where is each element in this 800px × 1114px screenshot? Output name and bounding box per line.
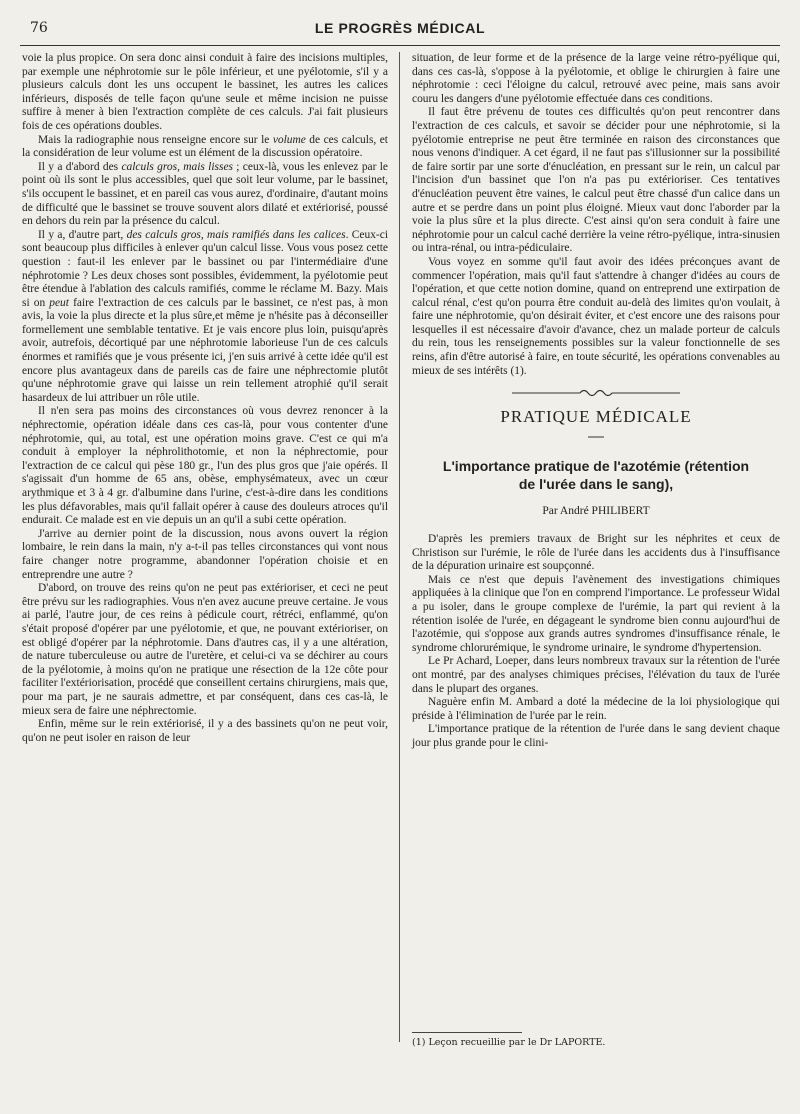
italic-text: peut (49, 296, 69, 309)
paragraph (22, 161, 388, 229)
left-column (22, 52, 388, 745)
page-number: 76 (30, 20, 48, 36)
paragraph (22, 229, 388, 406)
section-title: PRATIQUE MÉDICALE (500, 407, 692, 427)
paragraph: Enfin, même sur le rein extériorisé, il y a des bassinets qu'on ne peut voir, qu'on ne peut isoler en raison de leur (22, 718, 388, 744)
article-title-line: de l'urée dans le sang), (518, 476, 674, 493)
article-title-line: L'importance pratique de l'azotémie (rétention (442, 458, 750, 475)
text-run: faire l'extraction de ces calculs par le bassinet, ce n'est pas, à mon avis, la voie la plus directe et la plus sûre,et même je n'hésite pas à déconseiller formellement une semblable tentative. Et je vais encore plus loin, puisqu'après avoir, autrefois, décortiqué par une néphrotomie laborieuse l'un de ces calculs énormes et ramifiés que je vous présente ici, j'en suis arrivé à cette idée qu'il est encore plus avantageux dans de pareils cas de faire une néphrectomie plutôt qu'une néphrotomie grave qui laisse un rein tellement atrophié qu'il serait hasardeux de lui attribuer un rôle utile. (22, 296, 388, 404)
paragraph: situation, de leur forme et de la présence de la large veine rétro-pyélique qui, dans ces cas-là, s'oppose à la pyélotomie, et oblige le chirurgien à faire une néphrotomie : ceci l'éloigne du calcul, retrouvé avec peine, mais sans avoir couru les dangers d'une pyélotomie effectuée dans ces conditions. (412, 52, 780, 105)
footnote-text: . (602, 1037, 606, 1048)
paragraph: D'abord, on trouve des reins qu'on ne peut pas extérioriser, et ceci ne peut être prévu sur les radiographies. Vous n'en avez aucune preuve certaine. Je vous ai parlé, l'autre jour, de ces reins à pédicule court, rétréci, enflammé, qu'on s'était proposé d'opérer par une pyélotomie, et que, ne pouvant extérioriser, on est obligé d'opérer par la néphrotomie. Dans d'autres cas, il y a une altération, de nature tuberculeuse ou autre de l'uretère, et celui-ci va se déchirer au cours de la pyélotomie, à moins qu'on ne pratique une résection de la 12e côte pour faciliter l'extériorisation, procédé que conseillent certains chirurgiens, mais que, pour ma part, je ne saurais admettre, et par conséquent, dans ces cas-là, le mieux sera de faire une néphrectomie. (22, 582, 388, 717)
italic-text: calculs gros, mais lisses (121, 160, 233, 173)
right-column (412, 52, 780, 751)
text-run: ; ceux-là, vous les enlevez par le point où ils sont le plus accessibles, quel que soit leur volume, par le bassinet, s'ils occupent le bassinet, et en pareil cas vous aurez, d'ordinaire, d'autant moins de difficulté que le bassinet se trouve souvent alors dilaté et extériorisé, poussé en dehors du rein par la présence du calcul. (22, 160, 388, 228)
text-run: Il y a d'abord des (38, 160, 122, 173)
journal-title: LE PROGRÈS MÉDICAL (314, 20, 486, 36)
text-run: Mais la radiographie nous renseigne encore sur le (38, 133, 273, 146)
italic-text: volume (272, 133, 306, 146)
paragraph: voie la plus propice. On sera donc ainsi conduit à faire des incisions multiples, par exemple une néphrotomie sur le pôle inférieur, et une pyélotomie, s'il y a plusieurs calculs dont les uns occupent le bassinet, les autres les calices inférieurs, disposés de telle façon qu'une seule et même incision ne puisse suffire à mener à bien l'extraction complète de ces calculs. J'ai fait plusieurs fois de ces opérations doubles. (22, 52, 388, 132)
column-divider (399, 52, 400, 1042)
paragraph: D'après les premiers travaux de Bright sur les néphrites et ceux de Christison sur l'urémie, le rôle de l'urée dans les accidents dus à l'insuffisance de la dépuration urinaire est soupçonné. (412, 533, 780, 573)
paragraph: Mais ce n'est que depuis l'avènement des investigations chimiques appliquées à la clinique que l'on en comprend l'importance. Le professeur Widal a pu isoler, dans le groupe complexe de l'urémie, la part qui revient à la rétention isolée de l'urée, en dégageant le syndrome bien connu aujourd'hui de l'azotémie, qui s'oppose aux grands autres syndromes d'insuffisance rénale, le syndrome chlorurémique, le syndrome urinaire, le syndrome d'hypertension. (412, 573, 780, 654)
text-run: Il y a, d'autre part, (38, 228, 127, 241)
paragraph: Naguère enfin M. Ambard a doté la médecine de la loi physiologique qui préside à l'élimination de l'urée par le rein. (412, 696, 780, 722)
author-name: PHILIBERT (591, 505, 650, 518)
footnote (412, 1032, 780, 1049)
paragraph (22, 134, 388, 161)
section-dash-icon (412, 430, 780, 444)
paragraph: Le Pr Achard, Loeper, dans leurs nombreux travaux sur la rétention de l'urée ont montré, par des analyses chimiques précises, l'élévation du taux de l'urée dans le plupart des organes. (412, 655, 780, 695)
byline (412, 505, 780, 519)
footnote-rule (412, 1032, 522, 1033)
paragraph: Vous voyez en somme qu'il faut avoir des idées préconçues avant de commencer l'opération, mais qu'il faut s'attendre à changer d'idées au cours de l'opération, et que cette notion domine, quand on entreprend une extirpation de calcul rénal, c'est qu'on pourra être conduit au-delà des limites qu'on voulait, à faire une néphrotomie, qu'on désirait éviter, et c'est encore une des raisons pour lesquelles il est nécessaire d'avoir d'avance, chez un malade porteur de calculs du rein, tous les renseignements possibles sur la valeur fonctionnelle de ses reins, afin d'être autorisé à faire, en toute sécurité, les opérations convenables au mieux de ses intérêts (1). (412, 255, 780, 377)
text-run: de ces calculs, et la considération de leur volume est un élément de la discussion opératoire. (22, 133, 388, 160)
header-rule (20, 45, 780, 46)
italic-text: des calculs gros, mais ramifiés dans les calices (126, 228, 346, 241)
running-header (22, 18, 778, 40)
paragraph: Il faut être prévenu de toutes ces difficultés qu'on peut rencontrer dans l'extraction de ces calculs, et savoir se décider pour une néphrotomie, si la pyélotomie entreprise ne peut être terminée en raison des circonstances que nous venons d'indiquer. A cet égard, il ne faut pas s'illusionner sur la possibilité de faire sortir par une sorte d'énucléation, en pressant sur le rein, un calcul par l'incision d'un bassinet que l'on n'a pas pu extérioriser. Ces tentatives d'énucléation peuvent être vaines, le calcul peut être chassé d'un calice dans un autre et se perdre dans un point plus éloigné. Mieux vaut donc l'aborder par la voie la plus sûre et la plus directe. C'est ainsi qu'on sera conduit à faire une néphrotomie pour un calcul caché derrière la veine rétro-pyélique, intra-sinusien ou intra-rénal, ou intra-pédiculaire. (412, 106, 780, 255)
text-run: . Ceux-ci sont beaucoup plus difficiles à enlever qu'un calcul lisse. Vous vous posez cette question : faut-il les enlever par le bassinet ou par l'intermédiaire d'une néphrotomie ? Les deux choses sont possibles, évidemment, la pyélotomie peut être étendue à l'ablation des calculs ramifiés, comme le réclame M. Bazy. Mais si on (22, 228, 388, 309)
paragraph: L'importance pratique de la rétention de l'urée dans le sang devient chaque jour plus grande pour le clini- (412, 723, 780, 749)
footnote-text: (1) Leçon recueillie par le Dr (412, 1037, 555, 1048)
article-title (412, 457, 780, 493)
footnote-name: LAPORTE (554, 1037, 603, 1048)
paragraph: J'arrive au dernier point de la discussion, nous avons ouvert la région lombaire, le rein dans la main, n'y a-t-il pas telles circonstances qui vont nous faire changer notre programme, abandonner l'opération choisie et en entreprendre une autre ? (22, 527, 388, 581)
byline-prefix: Par André (542, 505, 592, 518)
paragraph: Il n'en sera pas moins des circonstances où vous devrez renoncer à la néphrectomie, opération idéale dans ces cas-là, pour vous contenter d'une néphrotomie, qui, au total, est une opération moins grave. C'est ce qui m'a conduit à employer la néphrolithotomie, et non la néphrectomie, pour l'extraction de ce calcul qui pèse 180 gr., l'un des plus gros que j'aie opérés. Il s'agissait d'un homme de 65 ans, obèse, emphysémateux, avec un cœur arythmique et 3 à 4 gr. d'albumine dans l'urine, c'est-à-dire dans les conditions les plus défavorables, mais qu'il fallait opérer à cause des douleurs atroces qu'il endurait. Ce malade est en vie depuis un an qu'il a subi cette opération. (22, 405, 388, 527)
ornament-divider-icon (412, 388, 780, 398)
